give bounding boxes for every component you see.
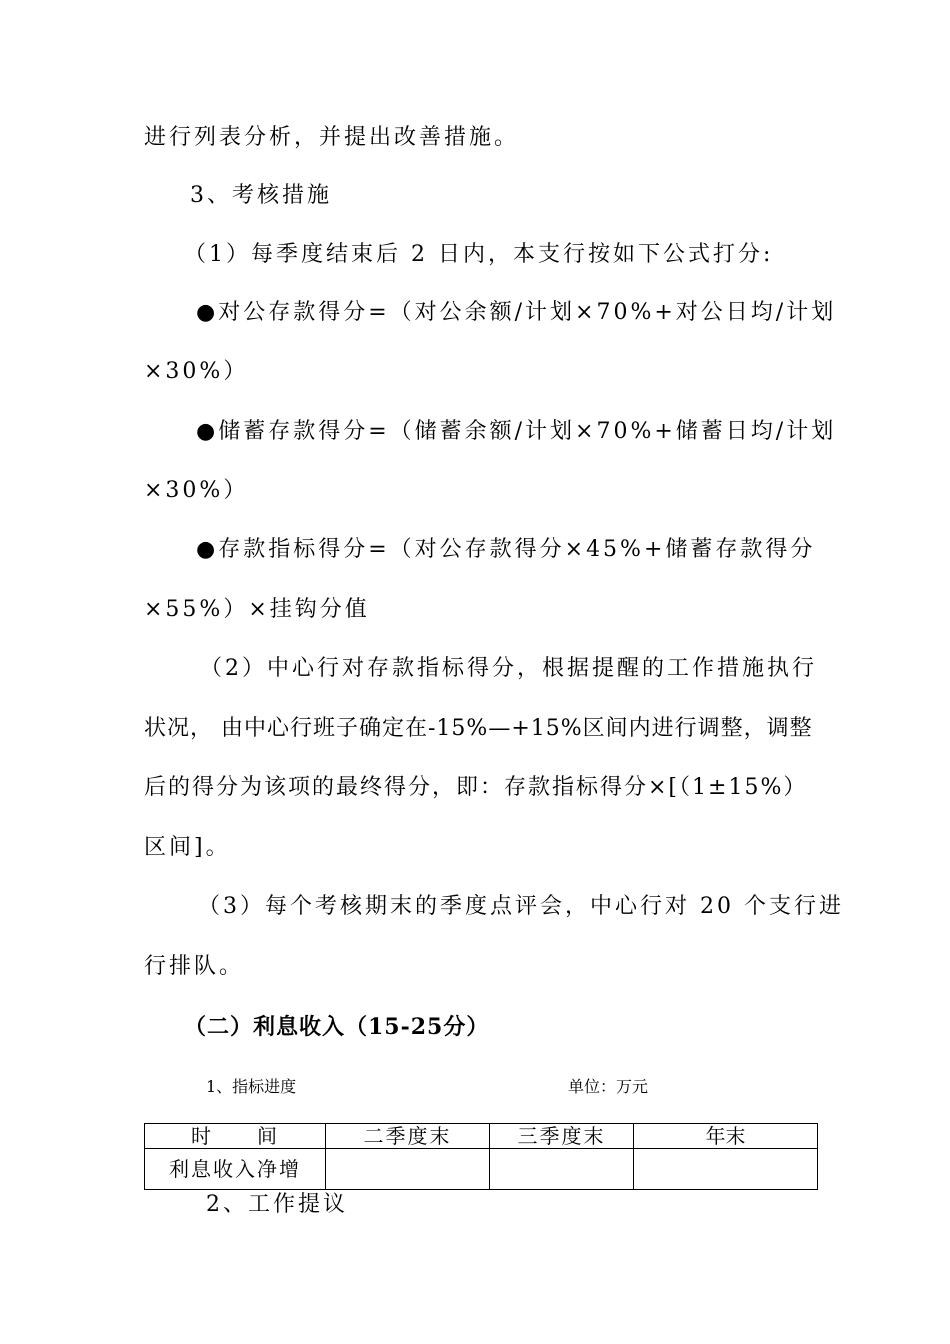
paragraph-line: （2）中心行对存款指标得分，根据提醒的工作措施执行 xyxy=(200,656,817,681)
table-header-cell: 三季度末 xyxy=(490,1124,634,1149)
formula-continuation: ×30%） xyxy=(144,359,249,384)
table-cell xyxy=(326,1149,490,1190)
table-header-cell: 年末 xyxy=(634,1124,818,1149)
paragraph-line: 区间]。 xyxy=(144,835,231,860)
table-cell xyxy=(490,1149,634,1190)
section-item-heading: 3、考核措施 xyxy=(190,183,332,208)
table-cell xyxy=(634,1149,818,1190)
formula-continuation: ×55%）×挂钩分值 xyxy=(144,597,370,622)
section-item-heading: 2、工作提议 xyxy=(206,1192,348,1217)
table-header-cell: 时 间 xyxy=(145,1124,326,1149)
formula-line: ●存款指标得分=（对公存款得分×45%+储蓄存款得分 xyxy=(196,537,816,562)
section-heading: （二）利息收入（15-25分） xyxy=(184,1014,490,1040)
paragraph-line: 行排队。 xyxy=(144,954,245,979)
formula-continuation: ×30%） xyxy=(144,478,249,503)
paragraph-line: 状况， 由中心行班子确定在-15%—+15%区间内进行调整，调整 xyxy=(144,716,813,741)
table-row xyxy=(145,1149,818,1190)
subheading: 1、指标进度 xyxy=(206,1077,297,1096)
indicator-progress-table xyxy=(144,1123,818,1190)
paragraph-line: （3）每个考核期末的季度点评会，中心行对 20 个支行进 xyxy=(198,894,844,919)
paragraph-line: （1）每季度结束后 2 日内，本支行按如下公式打分: xyxy=(184,242,774,267)
table-header-cell: 二季度末 xyxy=(326,1124,490,1149)
table-header-row xyxy=(145,1124,818,1149)
unit-label: 单位：万元 xyxy=(568,1077,649,1096)
table-cell: 利息收入净增 xyxy=(145,1149,326,1190)
paragraph-line: 进行列表分析，并提出改善措施。 xyxy=(144,125,520,150)
formula-line: ●储蓄存款得分=（储蓄余额/计划×70%+储蓄日均/计划 xyxy=(196,419,837,444)
formula-line: ●对公存款得分=（对公余额/计划×70%+对公日均/计划 xyxy=(196,300,837,325)
paragraph-line: 后的得分为该项的最终得分，即：存款指标得分×[（1±15%） xyxy=(144,775,808,800)
